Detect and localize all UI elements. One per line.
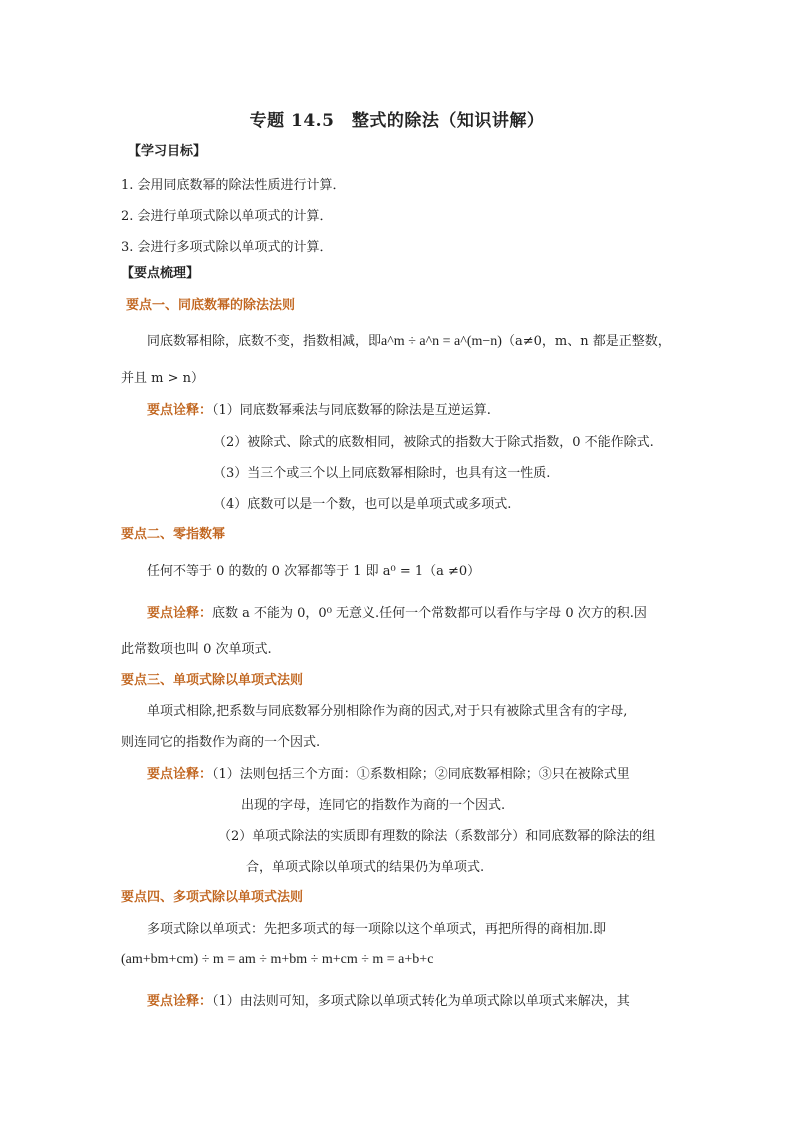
point2-heading: 要点二、零指数幂 [121,527,226,542]
goal-item-3: 3. 会进行多项式除以单项式的计算． [121,240,333,255]
point3-note-2-cont: 合，单项式除以单项式的结果仍为单项式. [246,860,485,875]
goals-heading: 【学习目标】 [128,144,207,159]
point1-note-1: 要点诠释：（1）同底数幂乘法与同底数幂的除法是互逆运算. [147,403,491,418]
note-label: 要点诠释： [147,403,213,418]
points-heading: 【要点梳理】 [121,266,200,281]
point3-text: 单项式相除,把系数与同底数幂分别相除作为商的因式,对于只有被除式里含有的字母, [147,704,628,719]
point1-note-2: （2）被除式、除式的底数相同，被除式的指数大于除式指数，0 不能作除式. [213,435,654,450]
point3-note-2: （2）单项式除法的实质即有理数的除法（系数部分）和同底数幂的除法的组 [218,829,656,844]
point2-note-cont: 此常数项也叫 0 次单项式. [121,642,272,657]
note-label: 要点诠释： [147,767,213,782]
point1-formula: a^m ÷ a^n = a^(m−n) [381,334,502,349]
point2-note: 要点诠释：底数 a 不能为 0，0⁰ 无意义.任何一个常数都可以看作与字母 0 次方的积.因 [147,606,647,621]
note-label: 要点诠释： [147,606,213,621]
point4-heading: 要点四、多项式除以单项式法则 [121,890,304,905]
point1-note-4: （4）底数可以是一个数，也可以是单项式或多项式. [213,497,512,512]
point1-heading: 要点一、同底数幂的除法法则 [126,298,296,313]
goal-item-1: 1. 会用同底数幂的除法性质进行计算． [121,178,346,193]
point4-text: 多项式除以单项式：先把多项式的每一项除以这个单项式，再把所得的商相加.即 [147,922,607,937]
point4-note-1: 要点诠释：（1）由法则可知，多项式除以单项式转化为单项式除以单项式来解决，其 [147,994,630,1009]
point1-note-3: （3）当三个或三个以上同底数幂相除时，也具有这一性质. [213,466,551,481]
page-title: 专题 14.5 整式的除法（知识讲解） [249,111,545,131]
point2-text: 任何不等于 0 的数的 0 次幂都等于 1 即 a⁰ = 1（a ≠0） [147,564,481,579]
point1-text: 同底数幂相除，底数不变，指数相减，即a^m ÷ a^n = a^(m−n)（a≠0，m、n 都是正整数， [147,334,671,349]
goal-item-2: 2. 会进行单项式除以单项式的计算． [121,209,333,224]
point4-formula: (am+bm+cm) ÷ m = am ÷ m+bm ÷ m+cm ÷ m = a+b+c [121,952,434,967]
point1-text-cont: 并且 m > n） [121,371,204,386]
point3-note-1-cont: 出现的字母，连同它的指数作为商的一个因式. [241,798,506,813]
note-label: 要点诠释： [147,994,213,1009]
point3-text-cont: 则连同它的指数作为商的一个因式. [121,735,321,750]
point3-note-1: 要点诠释：（1）法则包括三个方面：①系数相除；②同底数幂相除；③只在被除式里 [147,767,630,782]
point3-heading: 要点三、单项式除以单项式法则 [121,673,304,688]
